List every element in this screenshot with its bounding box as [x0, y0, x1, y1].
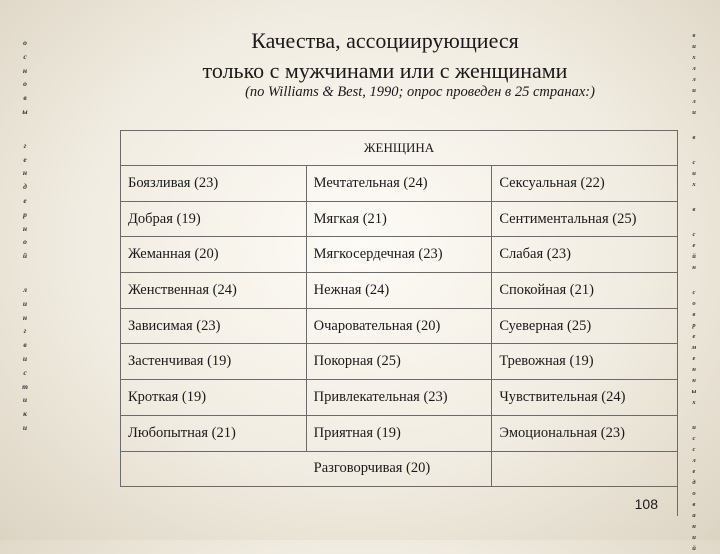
table-row [121, 201, 678, 237]
title-line-1: Качества, ассоциирующиеся [251, 28, 519, 53]
margin-letter: и [692, 109, 696, 116]
margin-letter: и [22, 353, 28, 363]
table-cell: Кроткая (19) [121, 380, 307, 416]
margin-letter: е [692, 333, 696, 340]
margin-letter: л [692, 98, 696, 105]
margin-letter: с [23, 367, 27, 377]
margin-letter: н [22, 223, 28, 233]
margin-letter: н [692, 366, 696, 373]
margin-letter: о [23, 79, 27, 89]
margin-letter: с [692, 446, 696, 453]
table-cell-empty [121, 451, 307, 487]
margin-letter: о [692, 490, 696, 497]
margin-letter: е [692, 355, 696, 362]
table-cell: Любопытная (21) [121, 415, 307, 451]
table-cell: Спокойная (21) [492, 273, 678, 309]
margin-letter: л [692, 76, 696, 83]
margin-letter: л [692, 457, 696, 464]
margin-letter: в [23, 340, 27, 350]
margin-letter: и [692, 424, 696, 431]
margin-letter: р [692, 322, 696, 329]
table-cell: Боязливая (23) [121, 166, 307, 202]
left-margin-vertical-text [18, 36, 32, 435]
table-cell: Слабая (23) [492, 237, 678, 273]
footer-divider [677, 478, 678, 516]
margin-letter: в [23, 93, 27, 103]
table-cell: Зависимая (23) [121, 308, 307, 344]
margin-letter: е [23, 195, 27, 205]
table-cell: Очаровательная (20) [306, 308, 492, 344]
table-cell: Приятная (19) [306, 415, 492, 451]
margin-letter: д [692, 479, 696, 486]
margin-letter: й [692, 253, 696, 260]
margin-letter: в [692, 501, 696, 508]
margin-letter: т [22, 381, 28, 391]
margin-letter: е [23, 154, 27, 164]
table-row [121, 415, 678, 451]
margin-letter: н [692, 264, 696, 271]
page-number: 108 [634, 496, 658, 512]
table-cell: Сентиментальная (25) [492, 201, 678, 237]
margin-letter: о [23, 237, 27, 247]
table-cell: Эмоциональная (23) [492, 415, 678, 451]
margin-letter: и [692, 534, 696, 541]
table-cell: Застенчивая (19) [121, 344, 307, 380]
margin-letter: в [692, 134, 696, 141]
table-cell-empty [492, 451, 678, 487]
title-line-2: только с мужчинами или с женщинами [202, 58, 568, 83]
margin-letter: й [22, 251, 28, 261]
table-cell: Добрая (19) [121, 201, 307, 237]
margin-letter: а [692, 512, 696, 519]
table-cell: Суеверная (25) [492, 308, 678, 344]
margin-letter: и [22, 298, 28, 308]
table-cell: Тревожная (19) [492, 344, 678, 380]
margin-letter: д [23, 182, 27, 192]
table-cell: Жеманная (20) [121, 237, 307, 273]
margin-letter: в [692, 311, 696, 318]
table-cell: Разговорчивая (20) [306, 451, 492, 487]
table-cell: Привлекательная (23) [306, 380, 492, 416]
slide-title [120, 26, 650, 86]
margin-letter: к [23, 409, 27, 419]
table-cell: Сексуальная (22) [492, 166, 678, 202]
margin-letter: с [23, 51, 27, 61]
margin-letter: г [23, 326, 27, 336]
table-row [121, 237, 678, 273]
table-row [121, 451, 678, 487]
margin-letter: о [23, 38, 27, 47]
margin-letter: в [692, 206, 696, 213]
table-cell: Мягкая (21) [306, 201, 492, 237]
table-row [121, 273, 678, 309]
margin-letter: ы [691, 388, 697, 395]
margin-letter: и [692, 170, 696, 177]
margin-letter: х [692, 54, 696, 61]
margin-letter: р [23, 209, 27, 219]
margin-letter: с [692, 231, 696, 238]
margin-letter: с [692, 289, 696, 296]
margin-letter: л [23, 284, 27, 294]
slide-subtitle: (по Williams & Best, 1990; опрос проведен в 25 странах:) [245, 84, 595, 100]
margin-letter: н [22, 168, 28, 178]
margin-letter: х [692, 399, 696, 406]
margin-letter: в [692, 32, 696, 39]
right-margin-vertical-text [687, 30, 701, 554]
margin-letter: н [692, 377, 696, 384]
margin-letter: н [692, 523, 696, 530]
table-cell: Женственная (24) [121, 273, 307, 309]
table-cell: Мягкосердечная (23) [306, 237, 492, 273]
table-cell: Нежная (24) [306, 273, 492, 309]
table-header: ЖЕНЩИНА [121, 131, 678, 166]
margin-letter: х [692, 181, 696, 188]
margin-letter: и [692, 43, 696, 50]
table-row [121, 166, 678, 202]
table-cell: Мечтательная (24) [306, 166, 492, 202]
table-cell: Покорная (25) [306, 344, 492, 380]
table-cell: Чувствительная (24) [492, 380, 678, 416]
margin-letter: е [692, 468, 696, 475]
margin-letter: о [692, 300, 696, 307]
qualities-table [120, 130, 678, 487]
margin-letter: л [692, 65, 696, 72]
margin-letter: г [23, 140, 27, 150]
margin-letter: с [692, 435, 696, 442]
table-row [121, 380, 678, 416]
table-header-row [121, 131, 678, 166]
margin-letter: н [22, 65, 28, 75]
margin-letter: и [22, 395, 28, 405]
margin-letter: и [22, 422, 28, 432]
margin-letter: м [691, 344, 697, 351]
table-row [121, 344, 678, 380]
margin-letter: с [692, 159, 696, 166]
table-row [121, 308, 678, 344]
margin-letter: е [692, 242, 696, 249]
margin-letter: й [692, 545, 696, 552]
margin-letter: ы [22, 106, 28, 116]
margin-letter: н [22, 312, 28, 322]
margin-letter: и [692, 87, 696, 94]
